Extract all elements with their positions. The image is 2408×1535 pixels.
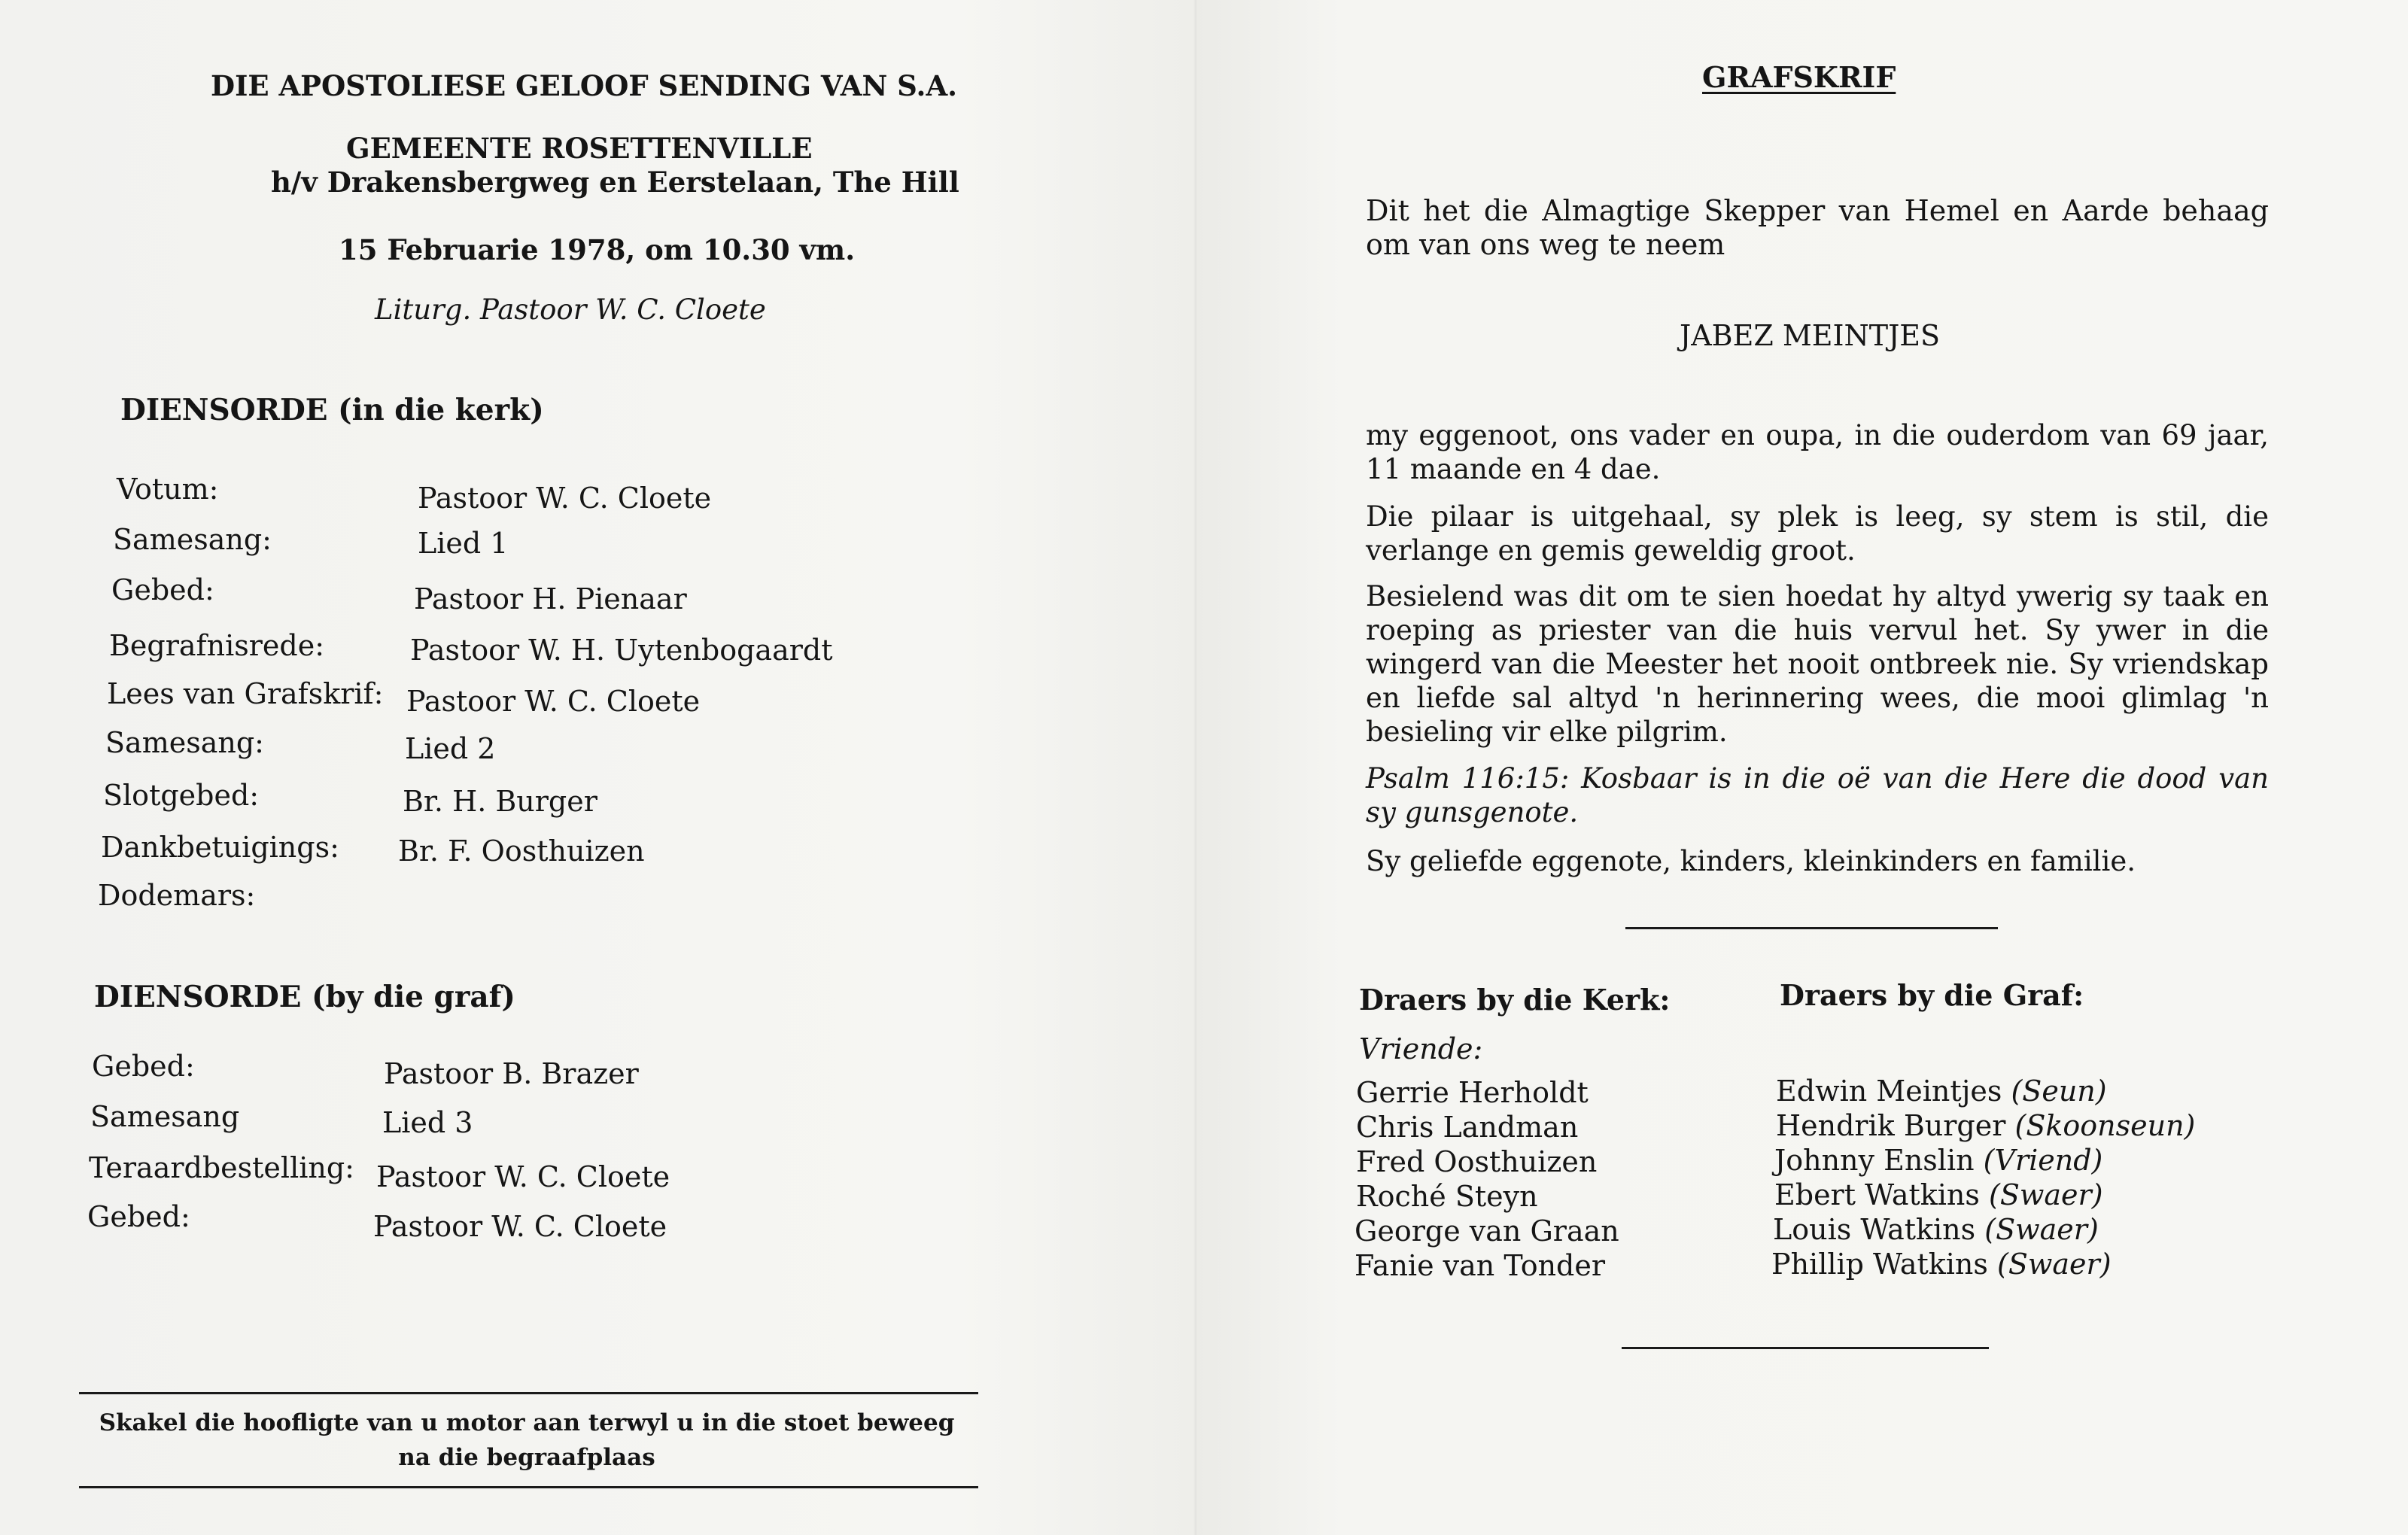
bottom-divider-rule (1622, 1347, 1989, 1349)
order-label: Gebed: (87, 1200, 190, 1233)
bearer-relation: (Skoonseun) (2014, 1109, 2196, 1142)
epitaph-title: GRAFSKRIF (1702, 60, 1896, 94)
grave-bearers-title: Draers by die Graf: (1780, 978, 2084, 1012)
epitaph-signoff: Sy geliefde eggenote, kinders, kleinkinders en familie. (1366, 845, 2136, 877)
grave-bearer (1776, 1074, 2107, 1108)
order-value: Pastoor B. Brazer (384, 1057, 639, 1090)
church-bearer: Fanie van Tonder (1354, 1249, 1606, 1282)
church-order-title: DIENSORDE (in die kerk) (120, 393, 544, 427)
order-label: Lees van Grafskrif: (107, 677, 384, 710)
bearer-relation: (Seun) (2011, 1074, 2107, 1108)
grave-bearer (1774, 1178, 2103, 1211)
order-label: Slotgebed: (103, 779, 260, 812)
bearer-name: Hendrik Burger (1776, 1109, 2006, 1142)
order-value: Lied 3 (382, 1106, 473, 1139)
bearer-name: Louis Watkins (1773, 1213, 1976, 1246)
order-label: Gebed: (111, 573, 214, 606)
order-value: Br. F. Oosthuizen (398, 834, 645, 868)
psalm-quote: Psalm 116:15: Kosbaar is in die oë van die Here die dood van sy gunsgenote. (1366, 762, 2269, 828)
order-label: Votum: (117, 473, 219, 506)
church-bearers-title: Draers by die Kerk: (1359, 983, 1671, 1017)
order-value: Lied 1 (418, 527, 509, 560)
order-label: Teraardbestelling: (89, 1151, 354, 1184)
liturgist-line: Liturg. Pastoor W. C. Cloete (375, 293, 766, 326)
grave-order-title: DIENSORDE (by die graf) (94, 980, 515, 1014)
bearer-relation: (Swaer) (1984, 1213, 2099, 1246)
church-bearer: Roché Steyn (1356, 1180, 1538, 1213)
church-bearer: George van Graan (1354, 1214, 1619, 1248)
order-label: Samesang: (105, 726, 264, 759)
grave-bearer (1773, 1213, 2099, 1246)
order-value: Pastoor W. C. Cloete (376, 1160, 670, 1193)
bearer-name: Edwin Meintjes (1776, 1074, 2002, 1108)
order-label: Gebed: (92, 1050, 195, 1083)
epitaph-paragraph-1: my eggenoot, ons vader en oupa, in die ouderdom van 69 jaar, 11 maande en 4 dae. (1366, 419, 2269, 485)
epitaph-paragraph-2: Die pilaar is uitgehaal, sy plek is leeg, sy stem is stil, die verlange en gemis geweldig groot. (1366, 500, 2269, 567)
order-value: Pastoor W. H. Uytenbogaardt (410, 634, 833, 667)
bearer-relation: (Swaer) (1989, 1178, 2103, 1211)
epitaph-paragraph-3: Besielend was dit om te sien hoedat hy altyd ywerig sy taak en roeping as priester van die huis vervul het. Sy ywer in die wingerd van die Meester het nooit ontbreek nie. Sy vriendskap en liefde sal altyd 'n herinnering wees, die mooi glimlag 'n besieling vir elke pilgrim. (1366, 580, 2269, 748)
bearer-name: Ebert Watkins (1774, 1178, 1980, 1211)
church-bearers-subtitle: Vriende: (1359, 1032, 1483, 1065)
church-bearer: Gerrie Herholdt (1356, 1076, 1589, 1109)
grave-bearer (1771, 1248, 2112, 1281)
order-label: Samesang: (113, 523, 272, 556)
bearer-name: Johnny Enslin (1774, 1144, 1975, 1177)
bearer-relation: (Vriend) (1983, 1144, 2103, 1177)
date-time-line: 15 Februarie 1978, om 10.30 vm. (339, 233, 856, 266)
order-value: Br. H. Burger (403, 785, 597, 818)
order-value: Pastoor H. Pienaar (414, 582, 687, 616)
notice-bottom-rule (79, 1486, 978, 1488)
left-page (0, 0, 1196, 1535)
order-label: Begrafnisrede: (109, 629, 325, 662)
order-label: Dankbetuigings: (101, 831, 339, 864)
order-value: Lied 2 (405, 732, 496, 765)
order-value: Pastoor W. C. Cloete (418, 482, 712, 515)
congregation-heading: GEMEENTE ROSETTENVILLE (346, 132, 813, 165)
headlights-notice (75, 1406, 978, 1475)
order-value: Pastoor W. C. Cloete (373, 1210, 667, 1243)
church-bearer: Chris Landman (1356, 1111, 1579, 1144)
bearer-relation: (Swaer) (1997, 1248, 2112, 1281)
order-value: Pastoor W. C. Cloete (406, 685, 701, 718)
order-label: Samesang (90, 1100, 240, 1133)
notice-line-1: Skakel die hoofligte van u motor aan terwyl u in die stoet beweeg (99, 1409, 955, 1436)
bearer-name: Phillip Watkins (1771, 1248, 1988, 1281)
grave-bearer (1774, 1144, 2102, 1177)
order-label: Dodemars: (98, 879, 256, 912)
notice-line-2: na die begraafplaas (398, 1444, 655, 1471)
church-bearer: Fred Oosthuizen (1356, 1145, 1598, 1178)
notice-top-rule (79, 1392, 978, 1394)
grave-bearer (1776, 1109, 2195, 1142)
address-line: h/v Drakensbergweg en Eerstelaan, The Hill (271, 166, 959, 199)
deceased-name: JABEZ MEINTJES (1680, 319, 1941, 352)
organisation-heading: DIE APOSTOLIESE GELOOF SENDING VAN S.A. (211, 69, 958, 102)
epitaph-intro: Dit het die Almagtige Skepper van Hemel en Aarde behaag om van ons weg te neem (1366, 194, 2269, 261)
divider-rule (1625, 927, 1998, 929)
